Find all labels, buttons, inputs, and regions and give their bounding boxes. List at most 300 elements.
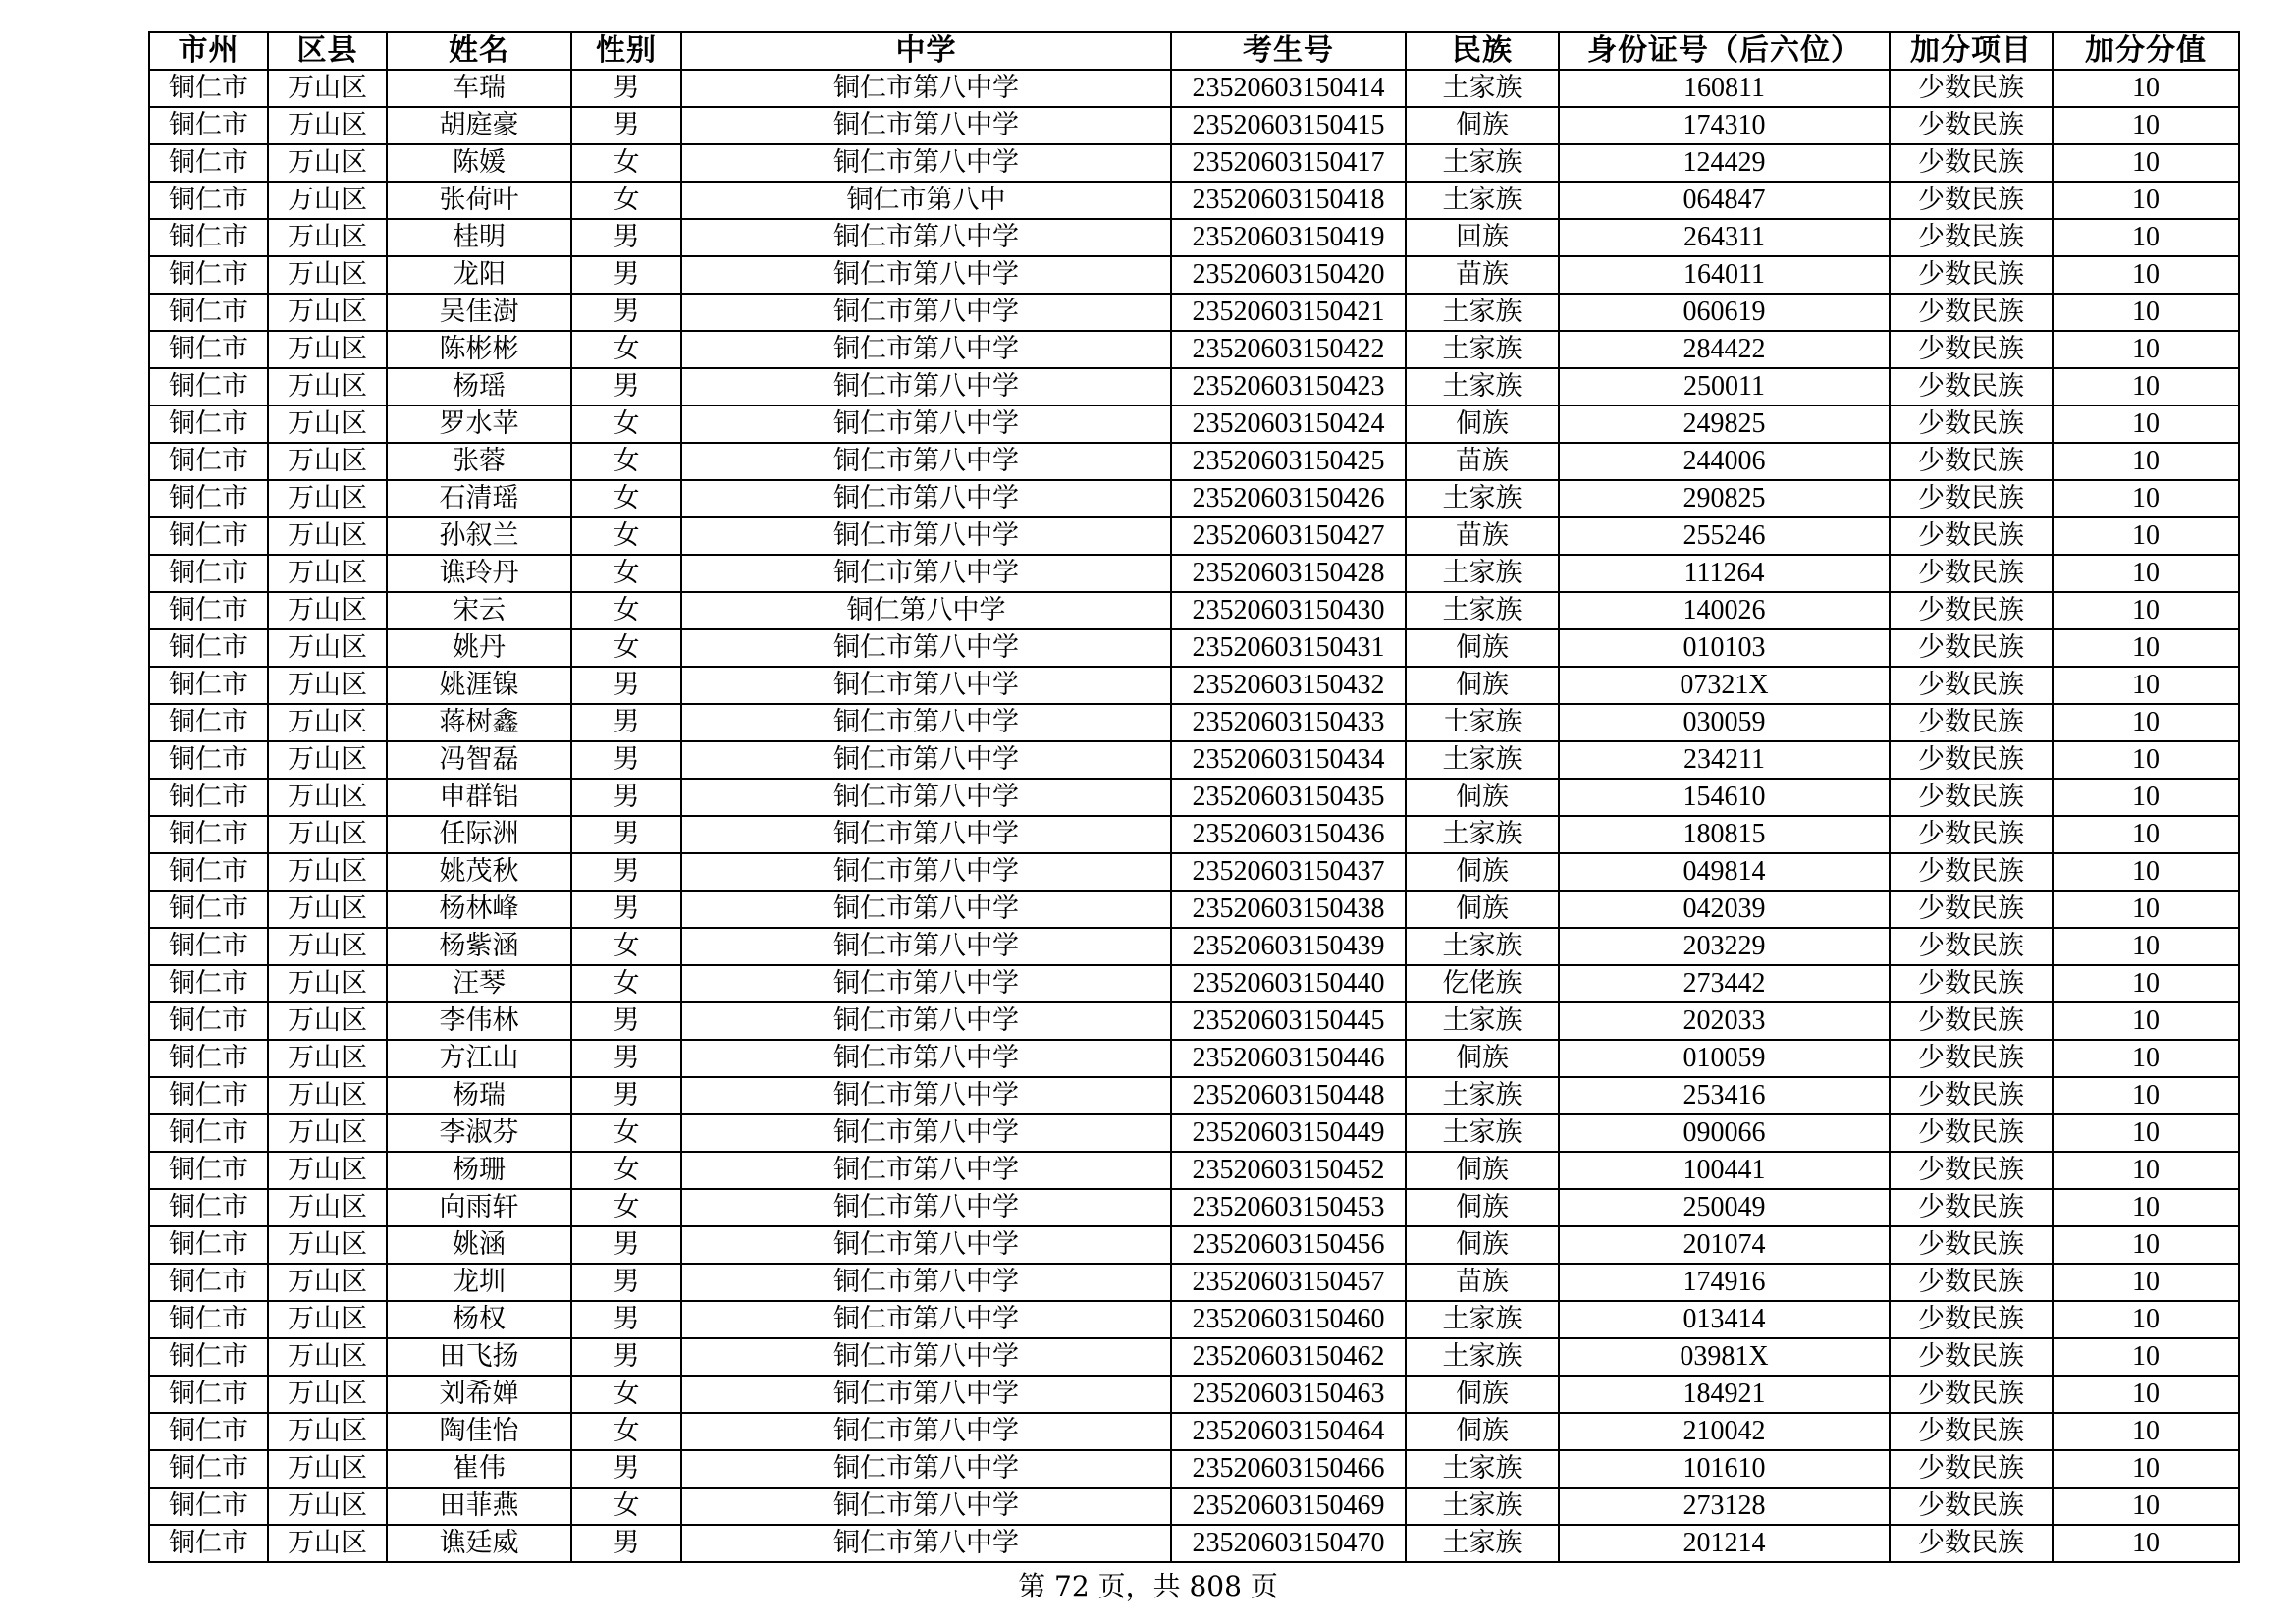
cell-district: 万山区 bbox=[268, 1226, 387, 1264]
cell-ethnicity: 苗族 bbox=[1406, 517, 1559, 555]
cell-city: 铜仁市 bbox=[149, 1226, 268, 1264]
cell-ethnicity: 侗族 bbox=[1406, 107, 1559, 144]
table-row bbox=[149, 555, 2239, 592]
table-row bbox=[149, 368, 2239, 406]
table-row bbox=[149, 1002, 2239, 1040]
cell-name: 姚涯镍 bbox=[387, 667, 571, 704]
cell-id-last-six: 07321X bbox=[1559, 667, 1890, 704]
cell-ethnicity: 侗族 bbox=[1406, 853, 1559, 891]
cell-name: 申群铝 bbox=[387, 779, 571, 816]
cell-city: 铜仁市 bbox=[149, 1450, 268, 1488]
cell-exam-number: 23520603150470 bbox=[1171, 1525, 1406, 1562]
cell-school: 铜仁市第八中学 bbox=[681, 219, 1171, 256]
table-row bbox=[149, 144, 2239, 182]
cell-gender: 男 bbox=[571, 70, 681, 107]
cell-bonus-value: 10 bbox=[2053, 853, 2239, 891]
cell-bonus-item: 少数民族 bbox=[1890, 555, 2053, 592]
cell-city: 铜仁市 bbox=[149, 443, 268, 480]
cell-gender: 男 bbox=[571, 219, 681, 256]
cell-city: 铜仁市 bbox=[149, 182, 268, 219]
cell-exam-number: 23520603150456 bbox=[1171, 1226, 1406, 1264]
cell-id-last-six: 174310 bbox=[1559, 107, 1890, 144]
cell-city: 铜仁市 bbox=[149, 592, 268, 629]
cell-exam-number: 23520603150422 bbox=[1171, 331, 1406, 368]
cell-district: 万山区 bbox=[268, 1338, 387, 1376]
table-row bbox=[149, 1152, 2239, 1189]
cell-name: 龙圳 bbox=[387, 1264, 571, 1301]
cell-city: 铜仁市 bbox=[149, 704, 268, 741]
table-row bbox=[149, 70, 2239, 107]
cell-bonus-value: 10 bbox=[2053, 1488, 2239, 1525]
cell-ethnicity: 土家族 bbox=[1406, 70, 1559, 107]
cell-school: 铜仁市第八中学 bbox=[681, 517, 1171, 555]
cell-name: 桂明 bbox=[387, 219, 571, 256]
cell-name: 陶佳怡 bbox=[387, 1413, 571, 1450]
table-row bbox=[149, 629, 2239, 667]
cell-ethnicity: 土家族 bbox=[1406, 331, 1559, 368]
cell-name: 任际洲 bbox=[387, 816, 571, 853]
cell-district: 万山区 bbox=[268, 1450, 387, 1488]
cell-name: 石清瑶 bbox=[387, 480, 571, 517]
cell-district: 万山区 bbox=[268, 629, 387, 667]
cell-city: 铜仁市 bbox=[149, 891, 268, 928]
cell-gender: 男 bbox=[571, 779, 681, 816]
cell-bonus-value: 10 bbox=[2053, 1152, 2239, 1189]
cell-name: 姚丹 bbox=[387, 629, 571, 667]
cell-school: 铜仁市第八中学 bbox=[681, 741, 1171, 779]
cell-district: 万山区 bbox=[268, 1376, 387, 1413]
cell-bonus-value: 10 bbox=[2053, 1040, 2239, 1077]
cell-name: 田飞扬 bbox=[387, 1338, 571, 1376]
cell-district: 万山区 bbox=[268, 704, 387, 741]
cell-school: 铜仁市第八中学 bbox=[681, 1002, 1171, 1040]
cell-district: 万山区 bbox=[268, 144, 387, 182]
cell-exam-number: 23520603150436 bbox=[1171, 816, 1406, 853]
cell-id-last-six: 124429 bbox=[1559, 144, 1890, 182]
cell-gender: 女 bbox=[571, 331, 681, 368]
cell-gender: 女 bbox=[571, 144, 681, 182]
cell-exam-number: 23520603150434 bbox=[1171, 741, 1406, 779]
cell-city: 铜仁市 bbox=[149, 406, 268, 443]
cell-gender: 女 bbox=[571, 928, 681, 965]
cell-ethnicity: 土家族 bbox=[1406, 816, 1559, 853]
cell-name: 宋云 bbox=[387, 592, 571, 629]
cell-exam-number: 23520603150426 bbox=[1171, 480, 1406, 517]
cell-name: 杨权 bbox=[387, 1301, 571, 1338]
cell-exam-number: 23520603150469 bbox=[1171, 1488, 1406, 1525]
cell-gender: 男 bbox=[571, 1077, 681, 1114]
cell-id-last-six: 030059 bbox=[1559, 704, 1890, 741]
cell-district: 万山区 bbox=[268, 928, 387, 965]
cell-school: 铜仁市第八中学 bbox=[681, 816, 1171, 853]
header-district: 区县 bbox=[268, 32, 387, 70]
cell-gender: 女 bbox=[571, 1413, 681, 1450]
cell-ethnicity: 土家族 bbox=[1406, 294, 1559, 331]
cell-ethnicity: 侗族 bbox=[1406, 779, 1559, 816]
cell-exam-number: 23520603150435 bbox=[1171, 779, 1406, 816]
cell-bonus-value: 10 bbox=[2053, 406, 2239, 443]
cell-bonus-item: 少数民族 bbox=[1890, 629, 2053, 667]
cell-district: 万山区 bbox=[268, 741, 387, 779]
cell-bonus-item: 少数民族 bbox=[1890, 1413, 2053, 1450]
table-row bbox=[149, 928, 2239, 965]
cell-gender: 男 bbox=[571, 704, 681, 741]
cell-gender: 女 bbox=[571, 480, 681, 517]
cell-exam-number: 23520603150424 bbox=[1171, 406, 1406, 443]
cell-school: 铜仁第八中学 bbox=[681, 592, 1171, 629]
cell-name: 杨瑶 bbox=[387, 368, 571, 406]
cell-city: 铜仁市 bbox=[149, 517, 268, 555]
cell-bonus-item: 少数民族 bbox=[1890, 667, 2053, 704]
cell-exam-number: 23520603150439 bbox=[1171, 928, 1406, 965]
table-row bbox=[149, 741, 2239, 779]
cell-bonus-value: 10 bbox=[2053, 70, 2239, 107]
cell-city: 铜仁市 bbox=[149, 555, 268, 592]
cell-school: 铜仁市第八中学 bbox=[681, 1077, 1171, 1114]
cell-name: 陈媛 bbox=[387, 144, 571, 182]
cell-name: 刘希婵 bbox=[387, 1376, 571, 1413]
cell-gender: 男 bbox=[571, 891, 681, 928]
cell-school: 铜仁市第八中学 bbox=[681, 667, 1171, 704]
cell-bonus-item: 少数民族 bbox=[1890, 1077, 2053, 1114]
cell-ethnicity: 土家族 bbox=[1406, 368, 1559, 406]
cell-school: 铜仁市第八中学 bbox=[681, 144, 1171, 182]
cell-ethnicity: 侗族 bbox=[1406, 629, 1559, 667]
cell-bonus-item: 少数民族 bbox=[1890, 592, 2053, 629]
cell-exam-number: 23520603150460 bbox=[1171, 1301, 1406, 1338]
cell-district: 万山区 bbox=[268, 70, 387, 107]
table-row bbox=[149, 256, 2239, 294]
bonus-points-table bbox=[148, 31, 2240, 1563]
cell-bonus-value: 10 bbox=[2053, 331, 2239, 368]
cell-district: 万山区 bbox=[268, 182, 387, 219]
cell-exam-number: 23520603150462 bbox=[1171, 1338, 1406, 1376]
cell-ethnicity: 侗族 bbox=[1406, 1226, 1559, 1264]
table-row bbox=[149, 107, 2239, 144]
cell-city: 铜仁市 bbox=[149, 853, 268, 891]
cell-ethnicity: 土家族 bbox=[1406, 555, 1559, 592]
cell-district: 万山区 bbox=[268, 368, 387, 406]
cell-bonus-item: 少数民族 bbox=[1890, 1040, 2053, 1077]
cell-city: 铜仁市 bbox=[149, 965, 268, 1002]
cell-school: 铜仁市第八中学 bbox=[681, 1189, 1171, 1226]
cell-ethnicity: 土家族 bbox=[1406, 1338, 1559, 1376]
cell-id-last-six: 100441 bbox=[1559, 1152, 1890, 1189]
cell-bonus-value: 10 bbox=[2053, 1338, 2239, 1376]
cell-name: 姚涵 bbox=[387, 1226, 571, 1264]
cell-bonus-value: 10 bbox=[2053, 1264, 2239, 1301]
cell-bonus-value: 10 bbox=[2053, 480, 2239, 517]
cell-district: 万山区 bbox=[268, 480, 387, 517]
table-row bbox=[149, 779, 2239, 816]
cell-school: 铜仁市第八中学 bbox=[681, 1264, 1171, 1301]
cell-exam-number: 23520603150437 bbox=[1171, 853, 1406, 891]
cell-school: 铜仁市第八中 bbox=[681, 182, 1171, 219]
cell-exam-number: 23520603150453 bbox=[1171, 1189, 1406, 1226]
table-row bbox=[149, 1040, 2239, 1077]
table-body bbox=[149, 70, 2239, 1562]
cell-school: 铜仁市第八中学 bbox=[681, 443, 1171, 480]
cell-bonus-item: 少数民族 bbox=[1890, 1002, 2053, 1040]
cell-gender: 男 bbox=[571, 368, 681, 406]
cell-ethnicity: 侗族 bbox=[1406, 1040, 1559, 1077]
cell-id-last-six: 03981X bbox=[1559, 1338, 1890, 1376]
cell-ethnicity: 土家族 bbox=[1406, 1002, 1559, 1040]
cell-ethnicity: 侗族 bbox=[1406, 406, 1559, 443]
cell-id-last-six: 284422 bbox=[1559, 331, 1890, 368]
cell-exam-number: 23520603150449 bbox=[1171, 1114, 1406, 1152]
cell-school: 铜仁市第八中学 bbox=[681, 1488, 1171, 1525]
cell-bonus-value: 10 bbox=[2053, 368, 2239, 406]
header-gender: 性别 bbox=[571, 32, 681, 70]
cell-bonus-item: 少数民族 bbox=[1890, 256, 2053, 294]
cell-bonus-item: 少数民族 bbox=[1890, 853, 2053, 891]
cell-school: 铜仁市第八中学 bbox=[681, 70, 1171, 107]
cell-gender: 女 bbox=[571, 965, 681, 1002]
cell-ethnicity: 土家族 bbox=[1406, 1114, 1559, 1152]
cell-bonus-value: 10 bbox=[2053, 1525, 2239, 1562]
table-row bbox=[149, 592, 2239, 629]
roster-sheet bbox=[148, 31, 2238, 1563]
cell-exam-number: 23520603150430 bbox=[1171, 592, 1406, 629]
cell-id-last-six: 064847 bbox=[1559, 182, 1890, 219]
cell-name: 杨瑞 bbox=[387, 1077, 571, 1114]
cell-bonus-value: 10 bbox=[2053, 256, 2239, 294]
cell-id-last-six: 013414 bbox=[1559, 1301, 1890, 1338]
cell-school: 铜仁市第八中学 bbox=[681, 1450, 1171, 1488]
cell-gender: 女 bbox=[571, 1376, 681, 1413]
cell-name: 姚茂秋 bbox=[387, 853, 571, 891]
cell-gender: 女 bbox=[571, 1152, 681, 1189]
cell-city: 铜仁市 bbox=[149, 1152, 268, 1189]
cell-exam-number: 23520603150445 bbox=[1171, 1002, 1406, 1040]
cell-city: 铜仁市 bbox=[149, 1488, 268, 1525]
cell-bonus-value: 10 bbox=[2053, 1077, 2239, 1114]
cell-name: 谯廷威 bbox=[387, 1525, 571, 1562]
cell-gender: 男 bbox=[571, 1450, 681, 1488]
cell-name: 张荷叶 bbox=[387, 182, 571, 219]
cell-district: 万山区 bbox=[268, 667, 387, 704]
cell-gender: 男 bbox=[571, 1301, 681, 1338]
cell-gender: 男 bbox=[571, 1264, 681, 1301]
header-city: 市州 bbox=[149, 32, 268, 70]
cell-bonus-item: 少数民族 bbox=[1890, 219, 2053, 256]
header-bonus-item: 加分项目 bbox=[1890, 32, 2053, 70]
cell-exam-number: 23520603150417 bbox=[1171, 144, 1406, 182]
header-id-last-six: 身份证号（后六位） bbox=[1559, 32, 1890, 70]
cell-gender: 女 bbox=[571, 1114, 681, 1152]
cell-district: 万山区 bbox=[268, 406, 387, 443]
cell-school: 铜仁市第八中学 bbox=[681, 928, 1171, 965]
header-ethnicity: 民族 bbox=[1406, 32, 1559, 70]
cell-bonus-item: 少数民族 bbox=[1890, 517, 2053, 555]
cell-school: 铜仁市第八中学 bbox=[681, 1301, 1171, 1338]
table-row bbox=[149, 667, 2239, 704]
cell-exam-number: 23520603150419 bbox=[1171, 219, 1406, 256]
cell-school: 铜仁市第八中学 bbox=[681, 853, 1171, 891]
cell-name: 蒋树鑫 bbox=[387, 704, 571, 741]
header-exam-number: 考生号 bbox=[1171, 32, 1406, 70]
cell-ethnicity: 侗族 bbox=[1406, 1152, 1559, 1189]
cell-exam-number: 23520603150423 bbox=[1171, 368, 1406, 406]
table-row bbox=[149, 1450, 2239, 1488]
cell-ethnicity: 苗族 bbox=[1406, 1264, 1559, 1301]
cell-city: 铜仁市 bbox=[149, 368, 268, 406]
cell-district: 万山区 bbox=[268, 779, 387, 816]
cell-gender: 女 bbox=[571, 182, 681, 219]
cell-district: 万山区 bbox=[268, 107, 387, 144]
cell-city: 铜仁市 bbox=[149, 1189, 268, 1226]
table-row bbox=[149, 1077, 2239, 1114]
cell-city: 铜仁市 bbox=[149, 331, 268, 368]
cell-bonus-item: 少数民族 bbox=[1890, 1152, 2053, 1189]
cell-district: 万山区 bbox=[268, 1077, 387, 1114]
cell-school: 铜仁市第八中学 bbox=[681, 1226, 1171, 1264]
cell-id-last-six: 273442 bbox=[1559, 965, 1890, 1002]
cell-district: 万山区 bbox=[268, 853, 387, 891]
cell-name: 崔伟 bbox=[387, 1450, 571, 1488]
cell-district: 万山区 bbox=[268, 1488, 387, 1525]
cell-id-last-six: 180815 bbox=[1559, 816, 1890, 853]
cell-name: 杨紫涵 bbox=[387, 928, 571, 965]
cell-id-last-six: 010103 bbox=[1559, 629, 1890, 667]
cell-city: 铜仁市 bbox=[149, 70, 268, 107]
cell-name: 冯智磊 bbox=[387, 741, 571, 779]
cell-ethnicity: 土家族 bbox=[1406, 1525, 1559, 1562]
cell-bonus-value: 10 bbox=[2053, 928, 2239, 965]
cell-city: 铜仁市 bbox=[149, 928, 268, 965]
cell-city: 铜仁市 bbox=[149, 741, 268, 779]
cell-gender: 女 bbox=[571, 517, 681, 555]
cell-id-last-six: 049814 bbox=[1559, 853, 1890, 891]
cell-city: 铜仁市 bbox=[149, 1040, 268, 1077]
cell-school: 铜仁市第八中学 bbox=[681, 629, 1171, 667]
cell-exam-number: 23520603150414 bbox=[1171, 70, 1406, 107]
table-row bbox=[149, 294, 2239, 331]
cell-bonus-item: 少数民族 bbox=[1890, 1114, 2053, 1152]
cell-gender: 女 bbox=[571, 1488, 681, 1525]
cell-exam-number: 23520603150425 bbox=[1171, 443, 1406, 480]
cell-city: 铜仁市 bbox=[149, 1077, 268, 1114]
cell-exam-number: 23520603150448 bbox=[1171, 1077, 1406, 1114]
cell-district: 万山区 bbox=[268, 592, 387, 629]
cell-id-last-six: 210042 bbox=[1559, 1413, 1890, 1450]
cell-gender: 男 bbox=[571, 1338, 681, 1376]
cell-bonus-item: 少数民族 bbox=[1890, 741, 2053, 779]
cell-bonus-value: 10 bbox=[2053, 1114, 2239, 1152]
cell-bonus-item: 少数民族 bbox=[1890, 1488, 2053, 1525]
cell-district: 万山区 bbox=[268, 1040, 387, 1077]
table-row bbox=[149, 443, 2239, 480]
cell-exam-number: 23520603150420 bbox=[1171, 256, 1406, 294]
table-row bbox=[149, 331, 2239, 368]
cell-name: 龙阳 bbox=[387, 256, 571, 294]
cell-school: 铜仁市第八中学 bbox=[681, 1338, 1171, 1376]
cell-ethnicity: 土家族 bbox=[1406, 1301, 1559, 1338]
cell-id-last-six: 250011 bbox=[1559, 368, 1890, 406]
cell-district: 万山区 bbox=[268, 1152, 387, 1189]
cell-ethnicity: 土家族 bbox=[1406, 1077, 1559, 1114]
cell-bonus-value: 10 bbox=[2053, 219, 2239, 256]
cell-id-last-six: 090066 bbox=[1559, 1114, 1890, 1152]
cell-ethnicity: 侗族 bbox=[1406, 1189, 1559, 1226]
cell-id-last-six: 164011 bbox=[1559, 256, 1890, 294]
cell-school: 铜仁市第八中学 bbox=[681, 256, 1171, 294]
cell-school: 铜仁市第八中学 bbox=[681, 294, 1171, 331]
cell-district: 万山区 bbox=[268, 1301, 387, 1338]
cell-city: 铜仁市 bbox=[149, 1114, 268, 1152]
cell-ethnicity: 侗族 bbox=[1406, 667, 1559, 704]
table-row bbox=[149, 704, 2239, 741]
table-row bbox=[149, 1189, 2239, 1226]
cell-id-last-six: 154610 bbox=[1559, 779, 1890, 816]
cell-bonus-value: 10 bbox=[2053, 294, 2239, 331]
cell-id-last-six: 273128 bbox=[1559, 1488, 1890, 1525]
cell-district: 万山区 bbox=[268, 443, 387, 480]
cell-id-last-six: 244006 bbox=[1559, 443, 1890, 480]
cell-id-last-six: 253416 bbox=[1559, 1077, 1890, 1114]
cell-bonus-item: 少数民族 bbox=[1890, 928, 2053, 965]
cell-school: 铜仁市第八中学 bbox=[681, 331, 1171, 368]
cell-ethnicity: 苗族 bbox=[1406, 443, 1559, 480]
cell-district: 万山区 bbox=[268, 555, 387, 592]
cell-district: 万山区 bbox=[268, 256, 387, 294]
cell-ethnicity: 土家族 bbox=[1406, 704, 1559, 741]
cell-gender: 女 bbox=[571, 555, 681, 592]
cell-id-last-six: 140026 bbox=[1559, 592, 1890, 629]
cell-exam-number: 23520603150421 bbox=[1171, 294, 1406, 331]
cell-bonus-value: 10 bbox=[2053, 1189, 2239, 1226]
cell-school: 铜仁市第八中学 bbox=[681, 779, 1171, 816]
cell-school: 铜仁市第八中学 bbox=[681, 1152, 1171, 1189]
cell-gender: 女 bbox=[571, 1189, 681, 1226]
cell-bonus-value: 10 bbox=[2053, 1413, 2239, 1450]
cell-bonus-item: 少数民族 bbox=[1890, 1189, 2053, 1226]
cell-city: 铜仁市 bbox=[149, 779, 268, 816]
cell-bonus-item: 少数民族 bbox=[1890, 294, 2053, 331]
cell-id-last-six: 264311 bbox=[1559, 219, 1890, 256]
cell-id-last-six: 184921 bbox=[1559, 1376, 1890, 1413]
cell-ethnicity: 侗族 bbox=[1406, 1376, 1559, 1413]
cell-district: 万山区 bbox=[268, 294, 387, 331]
cell-bonus-value: 10 bbox=[2053, 629, 2239, 667]
cell-id-last-six: 250049 bbox=[1559, 1189, 1890, 1226]
cell-id-last-six: 010059 bbox=[1559, 1040, 1890, 1077]
table-row bbox=[149, 1413, 2239, 1450]
cell-bonus-value: 10 bbox=[2053, 592, 2239, 629]
cell-bonus-value: 10 bbox=[2053, 144, 2239, 182]
cell-city: 铜仁市 bbox=[149, 219, 268, 256]
cell-district: 万山区 bbox=[268, 891, 387, 928]
table-row bbox=[149, 1114, 2239, 1152]
cell-ethnicity: 仡佬族 bbox=[1406, 965, 1559, 1002]
table-row bbox=[149, 406, 2239, 443]
cell-id-last-six: 042039 bbox=[1559, 891, 1890, 928]
cell-exam-number: 23520603150428 bbox=[1171, 555, 1406, 592]
cell-city: 铜仁市 bbox=[149, 816, 268, 853]
cell-gender: 男 bbox=[571, 1226, 681, 1264]
cell-bonus-item: 少数民族 bbox=[1890, 368, 2053, 406]
cell-city: 铜仁市 bbox=[149, 256, 268, 294]
cell-bonus-value: 10 bbox=[2053, 1301, 2239, 1338]
table-row bbox=[149, 1264, 2239, 1301]
cell-school: 铜仁市第八中学 bbox=[681, 965, 1171, 1002]
cell-ethnicity: 土家族 bbox=[1406, 480, 1559, 517]
cell-bonus-item: 少数民族 bbox=[1890, 1525, 2053, 1562]
cell-school: 铜仁市第八中学 bbox=[681, 1376, 1171, 1413]
table-row bbox=[149, 965, 2239, 1002]
cell-exam-number: 23520603150452 bbox=[1171, 1152, 1406, 1189]
